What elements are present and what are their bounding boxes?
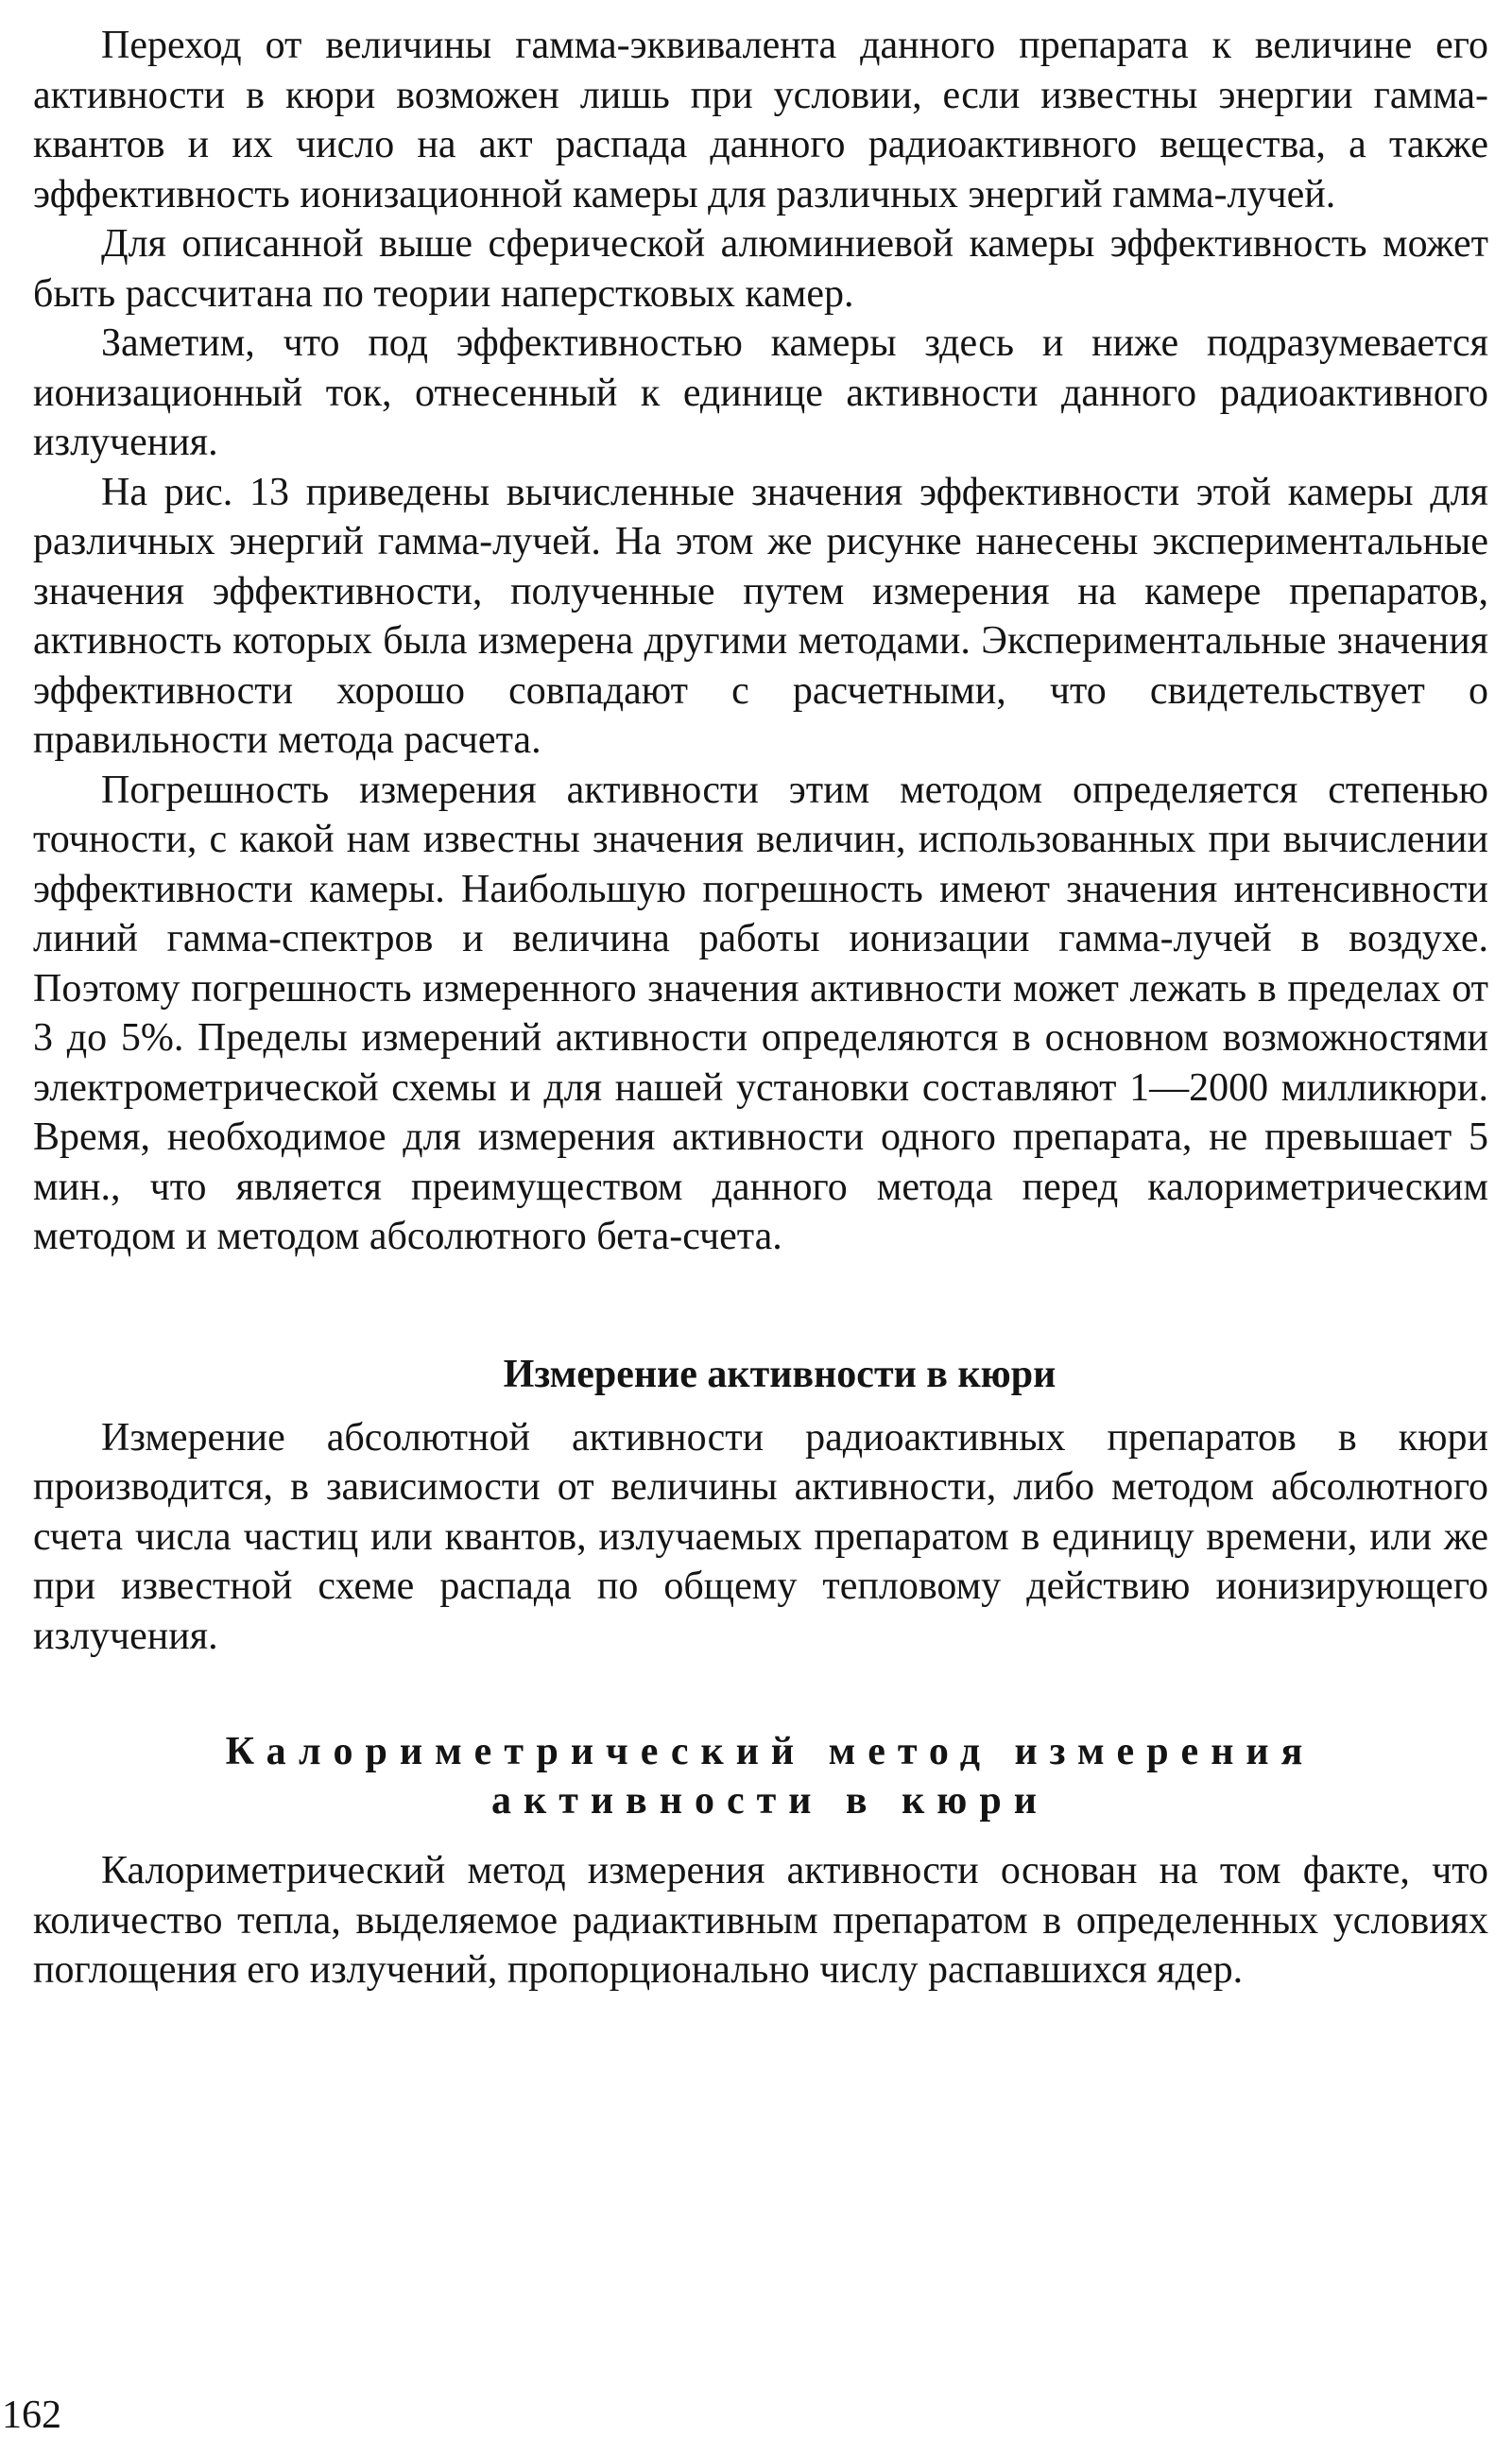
section-heading-calorimetric-method — [33, 1727, 1488, 1825]
page-number: 162 — [2, 2394, 61, 2437]
heading-line: активности в кюри — [491, 1779, 1049, 1823]
heading-line: Калориметрический метод измерения — [225, 1730, 1315, 1773]
paragraph-chamber-efficiency: Для описанной выше сферической алюминиевой камеры эффективность может быть рассчитана по теории наперстковых камер. — [33, 222, 1488, 316]
paragraph-calorimetric-method: Калориметрический метод измерения активности основан на том факте, что количество тепла, выделяемое радиактивным препаратом в определенных условиях поглощения его излучений, пропорционально числу распавшихся ядер. — [33, 1849, 1488, 1992]
page-body — [33, 21, 1488, 1996]
section-heading-curie-measurement: Измерение активности в кюри — [503, 1352, 1057, 1396]
paragraph-efficiency-definition: Заметим, что под эффективностью камеры здесь и ниже подразумевается ионизационный ток, отнесенный к единице активности данного радиоактивного излучения. — [33, 321, 1488, 464]
paragraph-figure-13: На рис. 13 приведены вычисленные значения эффективности этой камеры для различных энергий гамма-лучей. На этом же рисунке нанесены экспериментальные значения эффективности, полученные путем измерения на камере препаратов, активность которых была измерена другими методами. Экспериментальные значения эффективности хорошо совпадают с расчетными, что свидетельствует о правильности метода расчета. — [33, 470, 1488, 762]
paragraph-absolute-activity: Измерение абсолютной активности радиоактивных препаратов в кюри производится, в зависимости от величины активности, либо методом абсолютного счета числа частиц или квантов, излучаемых препаратом в единицу времени, или же при известной схеме распада по общему тепловому действию ионизирующего излучения. — [33, 1415, 1488, 1658]
paragraph-measurement-error: Погрешность измерения активности этим методом определяется степенью точности, с какой нам известны значения величин, использованных при вычислении эффективности камеры. Наибольшую погрешность имеют значения интенсивности линий гамма-спектров и величина работы ионизации гамма-лучей в воздухе. Поэтому погрешность измеренного значения активности может лежать в пределах от 3 до 5%. Пределы измерений активности определяются в основном возможностями электрометрической схемы и для нашей установки составляют 1—2000 милликюри. Время, необходимое для измерения активности одного препарата, не превышает 5 мин., что является преимуществом данного метода перед калориметрическим методом и методом абсолютного бета-счета. — [33, 768, 1488, 1258]
paragraph-gamma-equivalent: Переход от величины гамма-эквивалента данного препарата к величине его активности в кюри возможен лишь при условии, если известны энергии гамма-квантов и их число на акт распада данного радиоактивного вещества, а также эффективность ионизационной камеры для различных энергий гамма-лучей. — [33, 24, 1488, 216]
